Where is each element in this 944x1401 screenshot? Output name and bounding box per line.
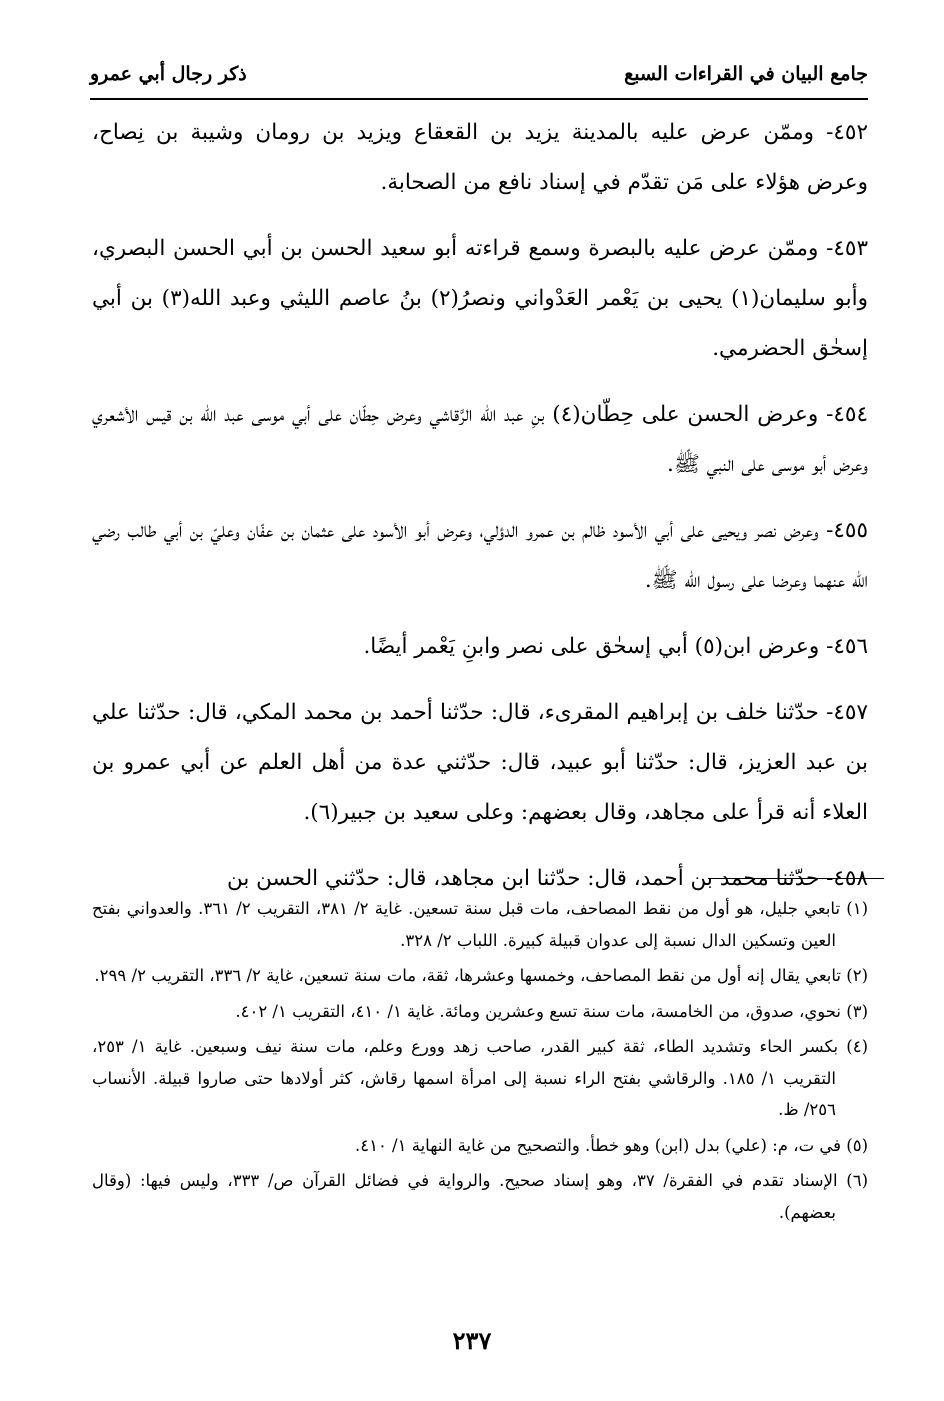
page-number: ٢٣٧ bbox=[452, 1326, 492, 1355]
footnote-4: (٤) بكسر الحاء وتشديد الطاء، ثقة كبير القدر، صاحب زهد وورع وعلم، مات سنة نيف وسبعين. غاية ١/ ٢٥٣، التقريب ١/ ١٨٥. والرقاشي بفتح الراء نسبة إلى امرأة اسمها رقاش، كثر أولادها حتى صاروا قبيلة. الأنساب ٢٥٦/ ظ. bbox=[92, 1037, 869, 1119]
paragraph-456: ٤٥٦- وعرض ابن(٥) أبي إسحٰق على نصر وابنِ يَعْمر أيضًا. bbox=[363, 634, 868, 659]
paragraph-455: ٤٥٥- وعرض نصر ويحيى على أبي الأسود ظالم بن عمرو الدؤلي، وعرض أبو الأسود على عثمان بن عفّان وعليّ بن أبي طالب رضي الله عنهما وعرضا على رسول الله ﷺ. bbox=[92, 518, 868, 593]
footnote-1: (١) تابعي جليل، هو أول من نقط المصاحف، مات قبل سنة تسعين. غاية ٢/ ٣٨١، التقريب ٢/ ٣٦١. والعدواني بفتح العين وتسكين الدال نسبة إلى عدوان قبيلة كبيرة. اللباب ٢/ ٣٢٨. bbox=[92, 899, 869, 950]
paragraph-453: ٤٥٣- وممّن عرض عليه بالبصرة وسمع قراءته أبو سعيد الحسن بن أبي الحسن البصري، وأبو سليمان(١) يحيى بن يَعْمر العَدْواني ونصرُ(٢) بنُ عاصم الليثي وعبد الله(٣) بن أبي إسحٰق الحضرمي. bbox=[92, 236, 868, 361]
paragraph-458: ٤٥٨- حدّثنا محمد بن أحمد، قال: حدّثنا ابن مجاهد، قال: حدّثني الحسن بن bbox=[227, 866, 868, 891]
main-text bbox=[92, 108, 868, 920]
footnote-divider bbox=[708, 878, 884, 879]
running-header bbox=[90, 54, 868, 94]
footnote-2: (٢) تابعي يقال إنه أول من نقط المصاحف، وخمسها وعشرها، ثقة، مات سنة تسعين، غاية ٢/ ٣٣٦، التقريب ٢/ ٢٩٩. bbox=[94, 966, 868, 985]
header-divider bbox=[90, 98, 868, 100]
paragraph-452: ٤٥٢- وممّن عرض عليه بالمدينة يزيد بن القعقاع ويزيد بن رومان وشيبة بن نِصاح، وعرض هؤلاء على مَن تقدّم في إسناد نافع من الصحابة. bbox=[92, 120, 868, 195]
book-title: جامع البيان في القراءات السبع bbox=[624, 63, 868, 85]
footnotes bbox=[92, 893, 868, 1232]
chapter-title: ذكر رجال أبي عمرو bbox=[90, 63, 247, 85]
paragraph-457: ٤٥٧- حدّثنا خلف بن إبراهيم المقرىء، قال: حدّثنا أحمد بن محمد المكي، قال: حدّثنا علي بن عبد العزيز، قال: حدّثنا أبو عبيد، قال: حدّثني عدة من أهل العلم عن أبي عمرو بن العلاء أنه قرأ على مجاهد، وقال بعضهم: وعلى سعيد بن جبير(٦). bbox=[92, 700, 868, 825]
footnote-3: (٣) نحوي، صدوق، من الخامسة، مات سنة تسع وعشرين ومائة. غاية ١/ ٤١٠، التقريب ١/ ٤٠٢. bbox=[235, 1001, 868, 1021]
paragraph-454: ٤٥٤- وعرض الحسن على حِطّان(٤) بنِ عبد الله الرَّقاشي وعرض حِطّان على أبي موسى عبد الله بن قيس الأشعري وعرض أبو موسى على النبي ﷺ. bbox=[92, 402, 869, 477]
footnote-6: (٦) الإسناد تقدم في الفقرة/ ٣٧، وهو إسناد صحيح. والرواية في فضائل القرآن ص/ ٣٣٣، وليس فيها: (وقال بعضهم). bbox=[92, 1171, 869, 1222]
footnote-5: (٥) في ت، م: (علي) بدل (ابن) وهو خطأ. والتصحيح من غاية النهاية ١/ ٤١٠. bbox=[354, 1135, 868, 1155]
